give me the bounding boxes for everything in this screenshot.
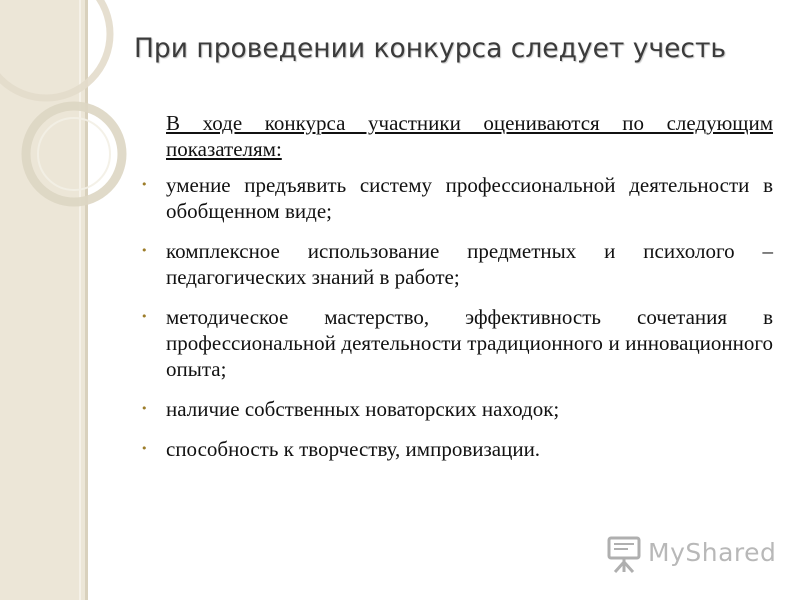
watermark-text: MyShared <box>648 538 777 567</box>
list-item-text: способность к творчеству, импровизации. <box>166 437 541 461</box>
intro-paragraph: В ходе конкурса участники оцениваются по следующим показателям: <box>166 111 773 161</box>
bullet-icon: • <box>141 402 148 415</box>
list-item <box>139 172 773 224</box>
list-item <box>139 304 773 382</box>
bullet-icon: • <box>141 244 148 257</box>
list-item <box>139 238 773 290</box>
side-band <box>0 0 88 600</box>
bullet-icon: • <box>141 442 148 455</box>
slide-content <box>139 110 773 476</box>
list-item <box>139 436 773 462</box>
presentation-board-icon <box>606 534 644 574</box>
list-item <box>139 396 773 422</box>
watermark-logo <box>606 534 777 574</box>
list-item-text: наличие собственных новаторских находок; <box>166 397 560 421</box>
slide-title: При проведении конкурса следует учесть <box>134 33 727 64</box>
list-item-text: методическое мастерство, эффективность сочетания в профессиональной деятельности традиционного и инновационного опыта; <box>166 305 773 381</box>
list-item-text: умение предъявить систему профессиональной деятельности в обобщенном виде; <box>166 173 773 223</box>
list-item-text: комплексное использование предметных и психолого – педагогических знаний в работе; <box>166 239 773 289</box>
criteria-list <box>139 172 773 462</box>
bullet-icon: • <box>141 178 148 191</box>
bullet-icon: • <box>141 310 148 323</box>
